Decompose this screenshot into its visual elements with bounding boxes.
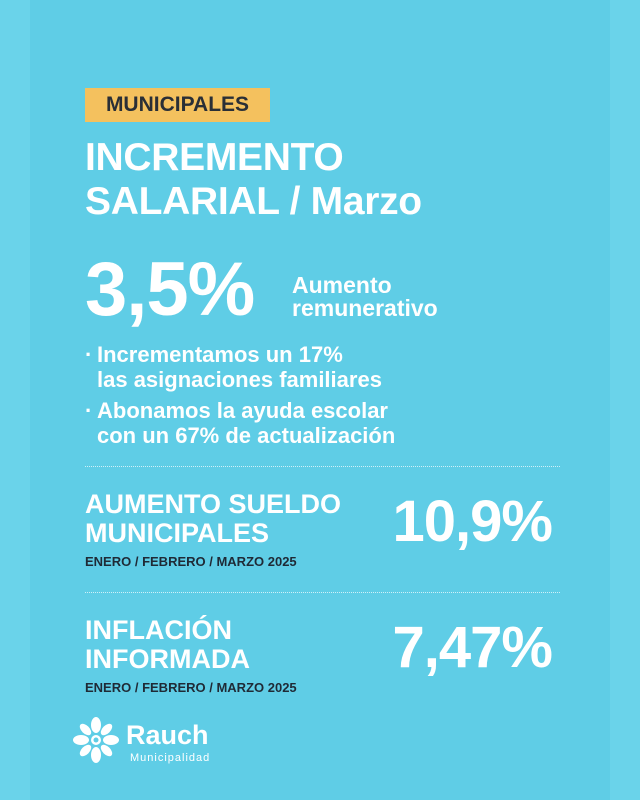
- bullet-line: Incrementamos un 17%: [97, 342, 343, 367]
- benefits-list: [85, 342, 505, 454]
- headline-label-line-2: remunerativo: [292, 295, 438, 321]
- stat-label-line-2: INFORMADA: [85, 644, 250, 674]
- brand-name: Rauch: [126, 720, 209, 750]
- bullet-dot: ·: [85, 342, 93, 367]
- list-item: [85, 342, 505, 392]
- stat-label-line-1: INFLACIÓN: [85, 615, 232, 645]
- title-line-2: SALARIAL / Marzo: [85, 180, 422, 223]
- list-item: [85, 398, 505, 448]
- stat-label-salary: [85, 490, 341, 548]
- stat-label-line-1: AUMENTO SUELDO: [85, 489, 342, 519]
- category-tag: MUNICIPALES: [85, 88, 270, 122]
- bullet-line: Abonamos la ayuda escolar: [97, 398, 388, 423]
- bullet-line: con un 67% de actualización: [97, 423, 396, 448]
- divider: [85, 592, 560, 593]
- brand-subtitle: Municipalidad: [130, 752, 211, 764]
- headline-label: [292, 274, 438, 320]
- stat-period-salary: ENERO / FEBRERO / MARZO 2025: [85, 554, 297, 569]
- stat-label-line-2: MUNICIPALES: [85, 518, 270, 548]
- stat-label-inflation: [85, 616, 250, 674]
- headline-label-line-1: Aumento: [292, 272, 392, 298]
- stat-value-inflation: 7,47%: [392, 615, 552, 680]
- bullet-dot: ·: [85, 398, 93, 423]
- headline-percentage: 3,5%: [85, 247, 255, 332]
- rauch-flower-logo-icon: [72, 716, 120, 764]
- stat-value-salary: 10,9%: [392, 489, 552, 554]
- stat-period-inflation: ENERO / FEBRERO / MARZO 2025: [85, 680, 297, 695]
- bullet-line: las asignaciones familiares: [97, 367, 382, 392]
- page-title: [85, 136, 422, 224]
- title-line-1: INCREMENTO: [85, 136, 344, 179]
- divider: [85, 466, 560, 467]
